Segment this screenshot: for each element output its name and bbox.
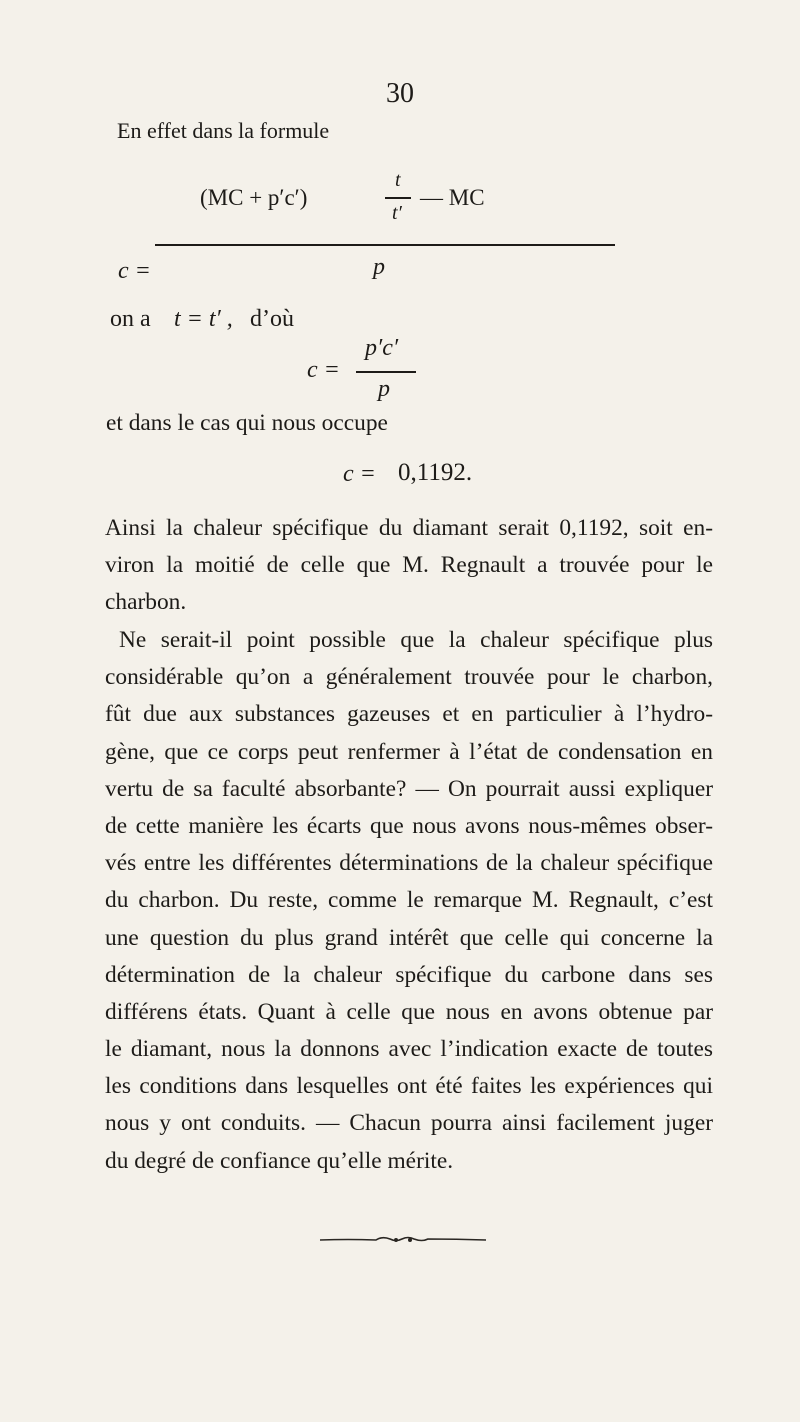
result-value: 0,1192.	[398, 459, 473, 486]
ornament-divider	[318, 1233, 488, 1247]
formula-2-numerator: p′c′	[365, 335, 399, 361]
paragraph-2-line: vertu de sa faculté absorbante? — On pourrait aussi expliquer	[105, 775, 713, 802]
paragraph-2-line: fût due aux substances gazeuses et en particulier à l’hydro-	[105, 701, 713, 728]
paragraph-1-line: charbon.	[105, 589, 187, 616]
paragraph-1-line: Ainsi la chaleur spécifique du diamant serait 0,1192, soit en-	[105, 515, 713, 541]
case-line: et dans le cas qui nous occupe	[106, 410, 388, 436]
intro-text: En effet dans la formule	[117, 118, 330, 143]
paragraph-2	[105, 622, 713, 1180]
paragraph-2-line: le diamant, nous la donnons avec l’indication exacte de toutes	[105, 1036, 713, 1063]
paragraph-2-line: détermination de la chaleur spécifique du carbone dans ses	[105, 961, 713, 988]
paragraph-1-line: viron la moitié de celle que M. Regnault a trouvée pour le	[105, 552, 713, 579]
formula-2-lhs: c =	[307, 357, 340, 383]
paragraph-2-line: Ne serait-il point possible que la chaleur spécifique plus	[119, 627, 713, 653]
formula-2-fraction-bar	[356, 371, 416, 373]
paragraph-1	[105, 510, 713, 622]
formula-1-fraction-bar	[155, 244, 615, 246]
formula-1-numerator-b: — MC	[420, 185, 485, 210]
paragraph-2-line: de cette manière les écarts que nous avons nous-mêmes obser-	[105, 812, 713, 839]
formula-1-inner-fraction-bar	[385, 197, 411, 199]
formula-1-lhs: c =	[118, 258, 151, 284]
paragraph-2-line: nous y ont conduits. — Chacun pourra ainsi facilement juger	[105, 1110, 713, 1137]
condition-equation: t = t′ ,	[174, 306, 233, 332]
paragraph-2-line: du degré de confiance qu’elle mérite.	[105, 1147, 454, 1174]
paragraph-2-line: une question du plus grand intérêt que celle qui concerne la	[105, 924, 713, 951]
formula-1-numerator-a: (MC + p′c′)	[200, 185, 308, 210]
paragraph-2-line: considérable qu’on a généralement trouvée pour le charbon,	[105, 664, 713, 691]
paragraph-2-line: les conditions dans lesquelles ont été faites les expériences qui	[105, 1073, 713, 1100]
paragraph-2-line: gène, que ce corps peut renfermer à l’état de condensation en	[105, 738, 713, 765]
formula-1-inner-denominator: t′	[392, 202, 402, 224]
paragraph-2-line: du charbon. Du reste, comme le remarque M. Regnault, c’est	[105, 887, 713, 914]
formula-1-denominator: p	[373, 254, 385, 280]
condition-prefix: on a	[110, 306, 151, 332]
page-number: 30	[386, 78, 414, 109]
condition-suffix: d’où	[250, 306, 294, 332]
formula-2-denominator: p	[378, 376, 390, 402]
paragraph-2-line: vés entre les différentes déterminations de la chaleur spécifique	[105, 850, 713, 877]
paragraph-2-line: différens états. Quant à celle que nous en avons obtenue par	[105, 998, 713, 1025]
result-lhs: c =	[343, 461, 376, 487]
formula-1-inner-numerator: t	[395, 169, 401, 191]
